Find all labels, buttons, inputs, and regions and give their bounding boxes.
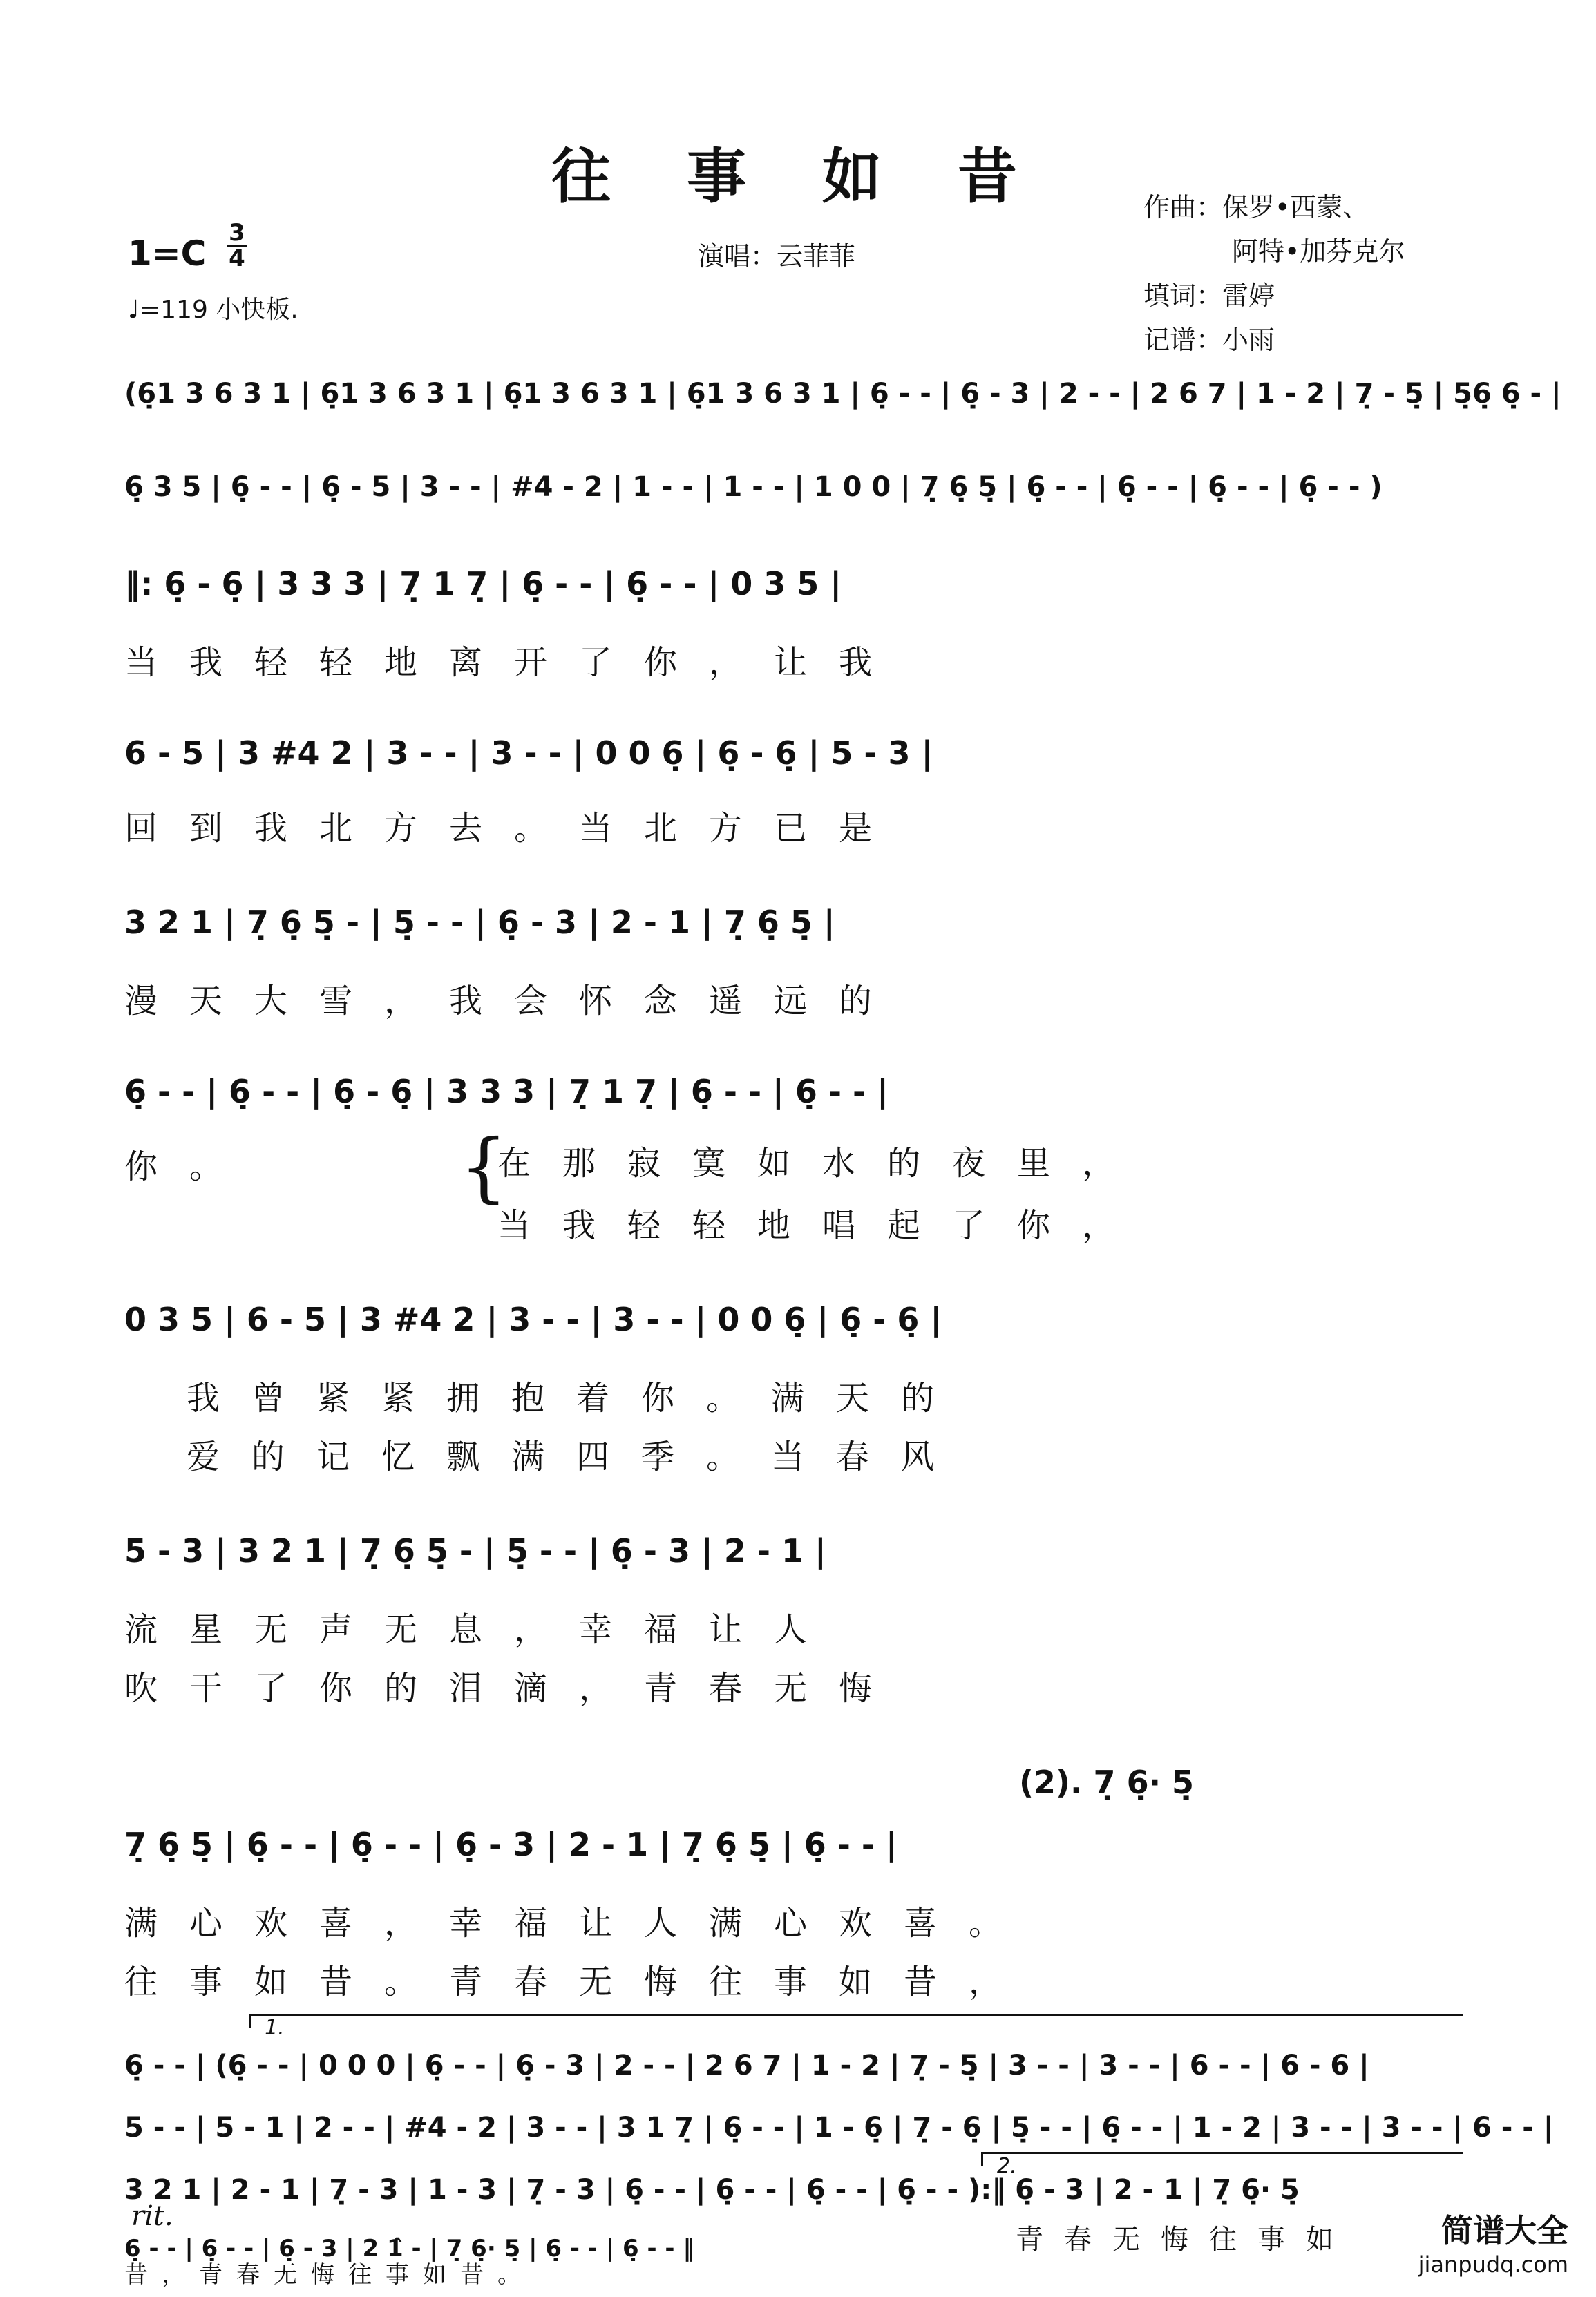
notation-line: 6̣ - - | 6̣ - - | 6̣ - 3 | 2 1̂ - | 7̣ 6̣· 5̣ | 6̣ - - | 6̣ - - ‖ xyxy=(124,2235,695,2262)
lyric-line-6-verse-2: 当我轻轻地唱起了你， xyxy=(497,1206,1148,1245)
time-signature-top: 3 xyxy=(229,219,245,247)
lyric-line-4: 回到我北方去。当北方已是 xyxy=(124,809,904,848)
lyric-line-8-verse-2: 吹干了你的泪滴，青春无悔 xyxy=(124,1669,904,1708)
score-system-8 xyxy=(124,1530,1461,1572)
lyric-line-7-verse-1: 我曾紧紧拥抱着你。满天的 xyxy=(187,1379,967,1418)
notation-line: 6̣ - - | (6̣ - - | 0 0 0 | 6̣ - - | 6̣ - 3 | 2 - - | 2 6 7 | 1 - 2 | 7̣ - 5̣ | 3 - - | 3 - - | 6 - - | 6 - 6 | xyxy=(124,2050,1369,2081)
score-system-10 xyxy=(124,2045,1461,2086)
verse-brace: { xyxy=(459,1123,508,1211)
time-signature-bottom: 4 xyxy=(229,245,245,272)
lyric-line-9-verse-1: 满心欢喜，幸福让人满心欢喜。 xyxy=(124,1904,1034,1943)
lyric-line-7-verse-2: 爱的记忆飘满四季。当春风 xyxy=(187,1438,967,1476)
notation-line: 6̣ 3 5 | 6̣ - - | 6̣ - 5 | 3 - - | #4 - 2 | 1 - - | 1 - - | 1 0 0 | 7̣ 6̣ 5̣ | 6̣ - - | 6̣ - - | 6̣ - - | 6̣ - - ) xyxy=(124,471,1383,503)
lyric-line-8-verse-1: 流星无声无息，幸福让人 xyxy=(124,1610,839,1649)
composer-line-1: 作曲：保罗•西蒙、 xyxy=(1143,192,1369,222)
ritardando-marking: rit. xyxy=(131,2200,173,2232)
credits xyxy=(1143,185,1405,362)
first-ending-bracket xyxy=(249,2014,1463,2040)
notation-line: 5 - 3 | 3 2 1 | 7̣ 6̣ 5̣ - | 5̣ - - | 6̣ - 3 | 2 - 1 | xyxy=(124,1532,826,1570)
score-system-7 xyxy=(124,1299,1461,1340)
tempo-marking: ♩=119 小快板. xyxy=(128,296,298,324)
score-system-5 xyxy=(124,902,1461,943)
transcriber: 记谱：小雨 xyxy=(1143,325,1275,355)
notation-line: 0 3 5 | 6 - 5 | 3 #4 2 | 3 - - | 3 - - | 0 0 6̣ | 6̣ - 6̣ | xyxy=(124,1301,942,1338)
lyric-line-13: 昔，青春无悔往事如昔。 xyxy=(124,2261,535,2289)
score-system-11 xyxy=(124,2107,1554,2148)
watermark-url: jianpudq.com xyxy=(1418,2251,1568,2278)
second-ending-label: 2. xyxy=(997,2154,1017,2178)
key-signature: 1=C xyxy=(128,233,207,274)
notation-line: 5 - - | 5 - 1 | 2 - - | #4 - 2 | 3 - - | 3 1 7̣ | 6̣ - - | 1 - 6̣ | 7̣ - 6̣ | 5̣ - - | 6̣ - - | 1 - 2 | 3 - - | 3 - - | 6 - - | xyxy=(124,2112,1554,2144)
score-system-4 xyxy=(124,732,1461,774)
score-system-3 xyxy=(124,563,1461,604)
notation-line: (6̣1 3 6 3 1 | 6̣1 3 6 3 1 | 6̣1 3 6 3 1 | 6̣1 3 6 3 1 | 6̣ - - | 6̣ - 3 | 2 - - | 2 6 7 | 1 - 2 | 7̣ - 5̣ | 5̣6̣ 6̣ - | xyxy=(124,378,1561,410)
first-ending-label: 1. xyxy=(265,2016,285,2040)
alternate-ending-notes: (2). 7̣ 6̣· 5̣ xyxy=(1019,1764,1195,1801)
notation-line: 7̣ 6̣ 5̣ | 6̣ - - | 6̣ - - | 6̣ - 3 | 2 - 1 | 7̣ 6̣ 5̣ | 6̣ - - | xyxy=(124,1826,897,1863)
lyric-line-6: 你。 xyxy=(124,1147,255,1186)
notation-line: 3 2 1 | 7̣ 6̣ 5̣ - | 5̣ - - | 6̣ - 3 | 2 - 1 | 7̣ 6̣ 5̣ | xyxy=(124,904,835,941)
singer: 演唱：云菲菲 xyxy=(698,241,856,271)
score-system-9 xyxy=(124,1824,1461,1865)
lyricist: 填词：雷婷 xyxy=(1143,280,1275,311)
score-system-6 xyxy=(124,1071,1461,1112)
lyric-line-5: 漫天大雪，我会怀念遥远的 xyxy=(124,982,904,1020)
lyric-line-12: 青春无悔往事如 xyxy=(1016,2224,1354,2256)
watermark-name: 简谱大全 xyxy=(1441,2212,1568,2249)
notation-line: 6̣ - - | 6̣ - - | 6̣ - 6̣ | 3 3 3 | 7̣ 1 7̣ | 6̣ - - | 6̣ - - | xyxy=(124,1073,889,1110)
lyric-line-3: 当我轻轻地离开了你，让我 xyxy=(124,643,904,682)
score-system-12 xyxy=(124,2169,1461,2211)
score-system-1 xyxy=(124,373,1561,414)
watermark-logo xyxy=(1418,2206,1568,2278)
lyric-line-6-verse-1: 在那寂寞如水的夜里， xyxy=(497,1144,1148,1183)
time-signature xyxy=(227,219,247,272)
notation-line: ‖: 6̣ - 6̣ | 3 3 3 | 7̣ 1 7̣ | 6̣ - - | 6̣ - - | 0 3 5 | xyxy=(124,565,842,602)
song-title: 往 事 如 昔 xyxy=(551,142,1045,211)
lyric-line-9-verse-2: 往事如昔。青春无悔往事如昔， xyxy=(124,1963,1034,2001)
score-system-2 xyxy=(124,466,1461,508)
composer-line-2: 阿特•加芬克尔 xyxy=(1232,236,1405,267)
notation-line: 3 2 1 | 2 - 1 | 7̣ - 3 | 1 - 3 | 7̣ - 3 | 6̣ - - | 6̣ - - | 6̣ - - | 6̣ - - ):‖ 6̣ - 3 | 2 - 1 | 7̣ 6̣· 5̣ xyxy=(124,2174,1300,2206)
alternate-ending-marker xyxy=(1019,1762,1461,1803)
notation-line: 6 - 5 | 3 #4 2 | 3 - - | 3 - - | 0 0 6̣ | 6̣ - 6̣ | 5 - 3 | xyxy=(124,734,933,772)
second-ending-bracket xyxy=(981,2152,1463,2178)
